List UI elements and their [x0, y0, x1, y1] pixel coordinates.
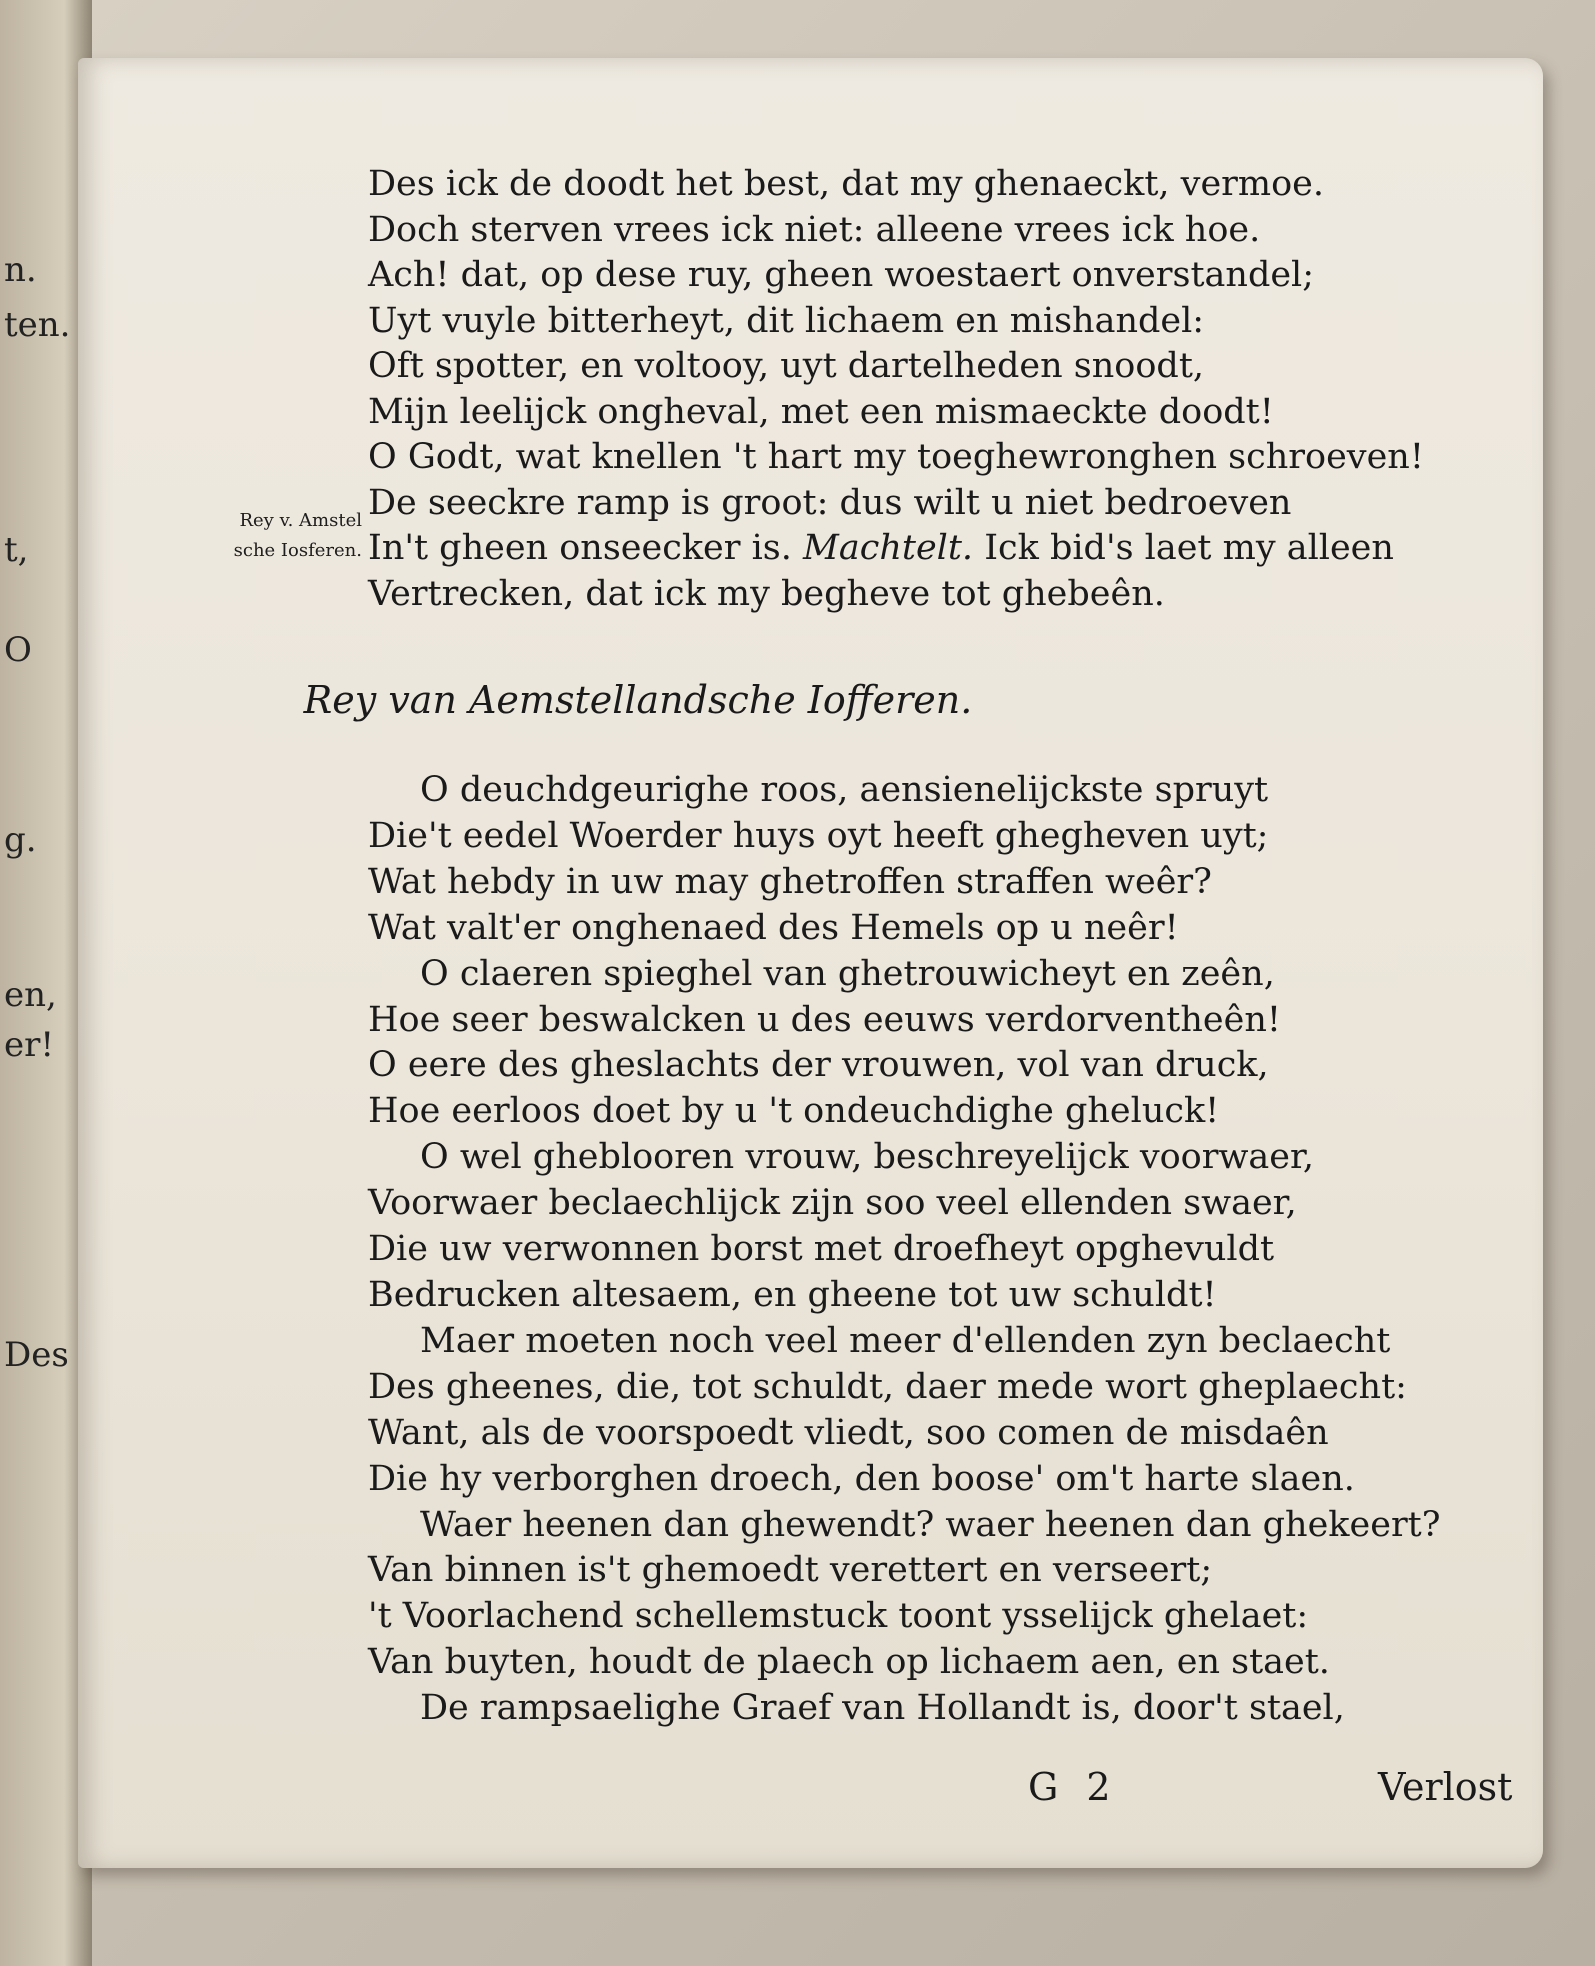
chorus-line: Die't eedel Woerder huys oyt heeft ghegheven uyt;: [368, 815, 1269, 856]
facing-page-fragment: er!: [4, 1025, 55, 1065]
chorus-line: Van binnen is't ghemoedt verettert en verseert;: [368, 1550, 1213, 1591]
chorus-verse-block: [368, 768, 1595, 1732]
chorus-line: O wel gheblooren vrouw, beschreyelijck voorwaer,: [420, 1137, 1315, 1178]
margin-note-line: Rey v. Amstel: [239, 510, 362, 531]
verse-line: Ach! dat, op dese ruy, gheen woestaert onverstandel;: [368, 255, 1315, 295]
margin-note-line: sche Iosferen.: [233, 540, 362, 561]
chorus-line: Hoe eerloos doet by u 't ondeuchdighe gheluck!: [368, 1091, 1220, 1132]
verse-line: Mijn leelijck ongheval, met een mismaeckte doodt!: [368, 391, 1274, 432]
verse-block-top: [368, 162, 1595, 617]
chorus-line: O eere des gheslachts der vrouwen, vol van druck,: [368, 1045, 1269, 1086]
chorus-line: Wat valt'er onghenaed des Hemels op u neêr!: [368, 907, 1179, 948]
catchword: Verlost: [1378, 1765, 1513, 1809]
chorus-line: Want, als de voorspoedt vliedt, soo comen de misdaên: [368, 1412, 1329, 1453]
verse-line: Vertrecken, dat ick my begheve tot ghebeên.: [368, 573, 1165, 614]
verse-line-with-speaker: [368, 526, 1595, 572]
chorus-line: Wat hebdy in uw may ghetroffen straffen weêr?: [368, 861, 1212, 902]
chorus-line: Bedrucken altesaem, en gheene tot uw schuldt!: [368, 1274, 1217, 1315]
chorus-line: Hoe seer beswalcken u des eeuws verdorventheên!: [368, 999, 1281, 1040]
chorus-line: 't Voorlachend schellemstuck toont ysselijck ghelaet:: [368, 1596, 1309, 1637]
verse-line: Des ick de doodt het best, dat my ghenaeckt, vermoe.: [368, 164, 1324, 204]
facing-page-fragment: en,: [4, 975, 57, 1015]
facing-page-fragment: O: [4, 630, 32, 670]
verse-fragment: In't gheen onseecker is.: [368, 528, 792, 568]
book-page: [78, 58, 1543, 1868]
speaker-name: Machtelt.: [803, 528, 974, 568]
margin-note: [212, 506, 362, 566]
chorus-line: Die uw verwonnen borst met droefheyt opghevuldt: [368, 1229, 1275, 1270]
chorus-line: Voorwaer beclaechlijck zijn soo veel ellenden swaer,: [368, 1183, 1297, 1224]
chorus-line: Die hy verborghen droech, den boose' om't harte slaen.: [368, 1458, 1355, 1499]
facing-page-fragment: t,: [4, 530, 29, 570]
chorus-line: De rampsaelighe Graef van Hollandt is, door't stael,: [420, 1688, 1345, 1729]
verse-line: Doch sterven vrees ick niet: alleene vrees ick hoe.: [368, 209, 1261, 250]
facing-page-fragment: n.: [4, 250, 37, 290]
verse-fragment: Ick bid's laet my alleen: [984, 528, 1394, 568]
verse-line: Uyt vuyle bitterheyt, dit lichaem en mishandel:: [368, 300, 1205, 341]
facing-page-fragment: Des: [4, 1335, 69, 1375]
verse-line: Oft spotter, en voltooy, uyt dartelheden snoodt,: [368, 346, 1205, 386]
signature-mark: G 2: [1028, 1765, 1119, 1809]
verse-line: De seeckre ramp is groot: dus wilt u niet bedroeven: [368, 482, 1292, 523]
chorus-line: O claeren spieghel van ghetrouwicheyt en zeên,: [420, 953, 1275, 994]
chorus-line: Des gheenes, die, tot schuldt, daer mede wort gheplaecht:: [368, 1366, 1407, 1407]
facing-page-fragment: g.: [4, 820, 37, 860]
chorus-line: Maer moeten noch veel meer d'ellenden zyn beclaecht: [420, 1320, 1391, 1361]
chorus-line: Waer heenen dan ghewendt? waer heenen dan ghekeert?: [420, 1504, 1441, 1545]
chorus-line: Van buyten, houdt de plaech op lichaem aen, en staet.: [368, 1642, 1330, 1683]
chorus-heading: Rey van Aemstellandsche Iofferen.: [303, 678, 973, 722]
facing-page-fragment: ten.: [4, 305, 71, 345]
verse-line: O Godt, wat knellen 't hart my toeghewronghen schroeven!: [368, 437, 1424, 477]
chorus-line: O deuchdgeurighe roos, aensienelijckste spruyt: [420, 770, 1269, 810]
